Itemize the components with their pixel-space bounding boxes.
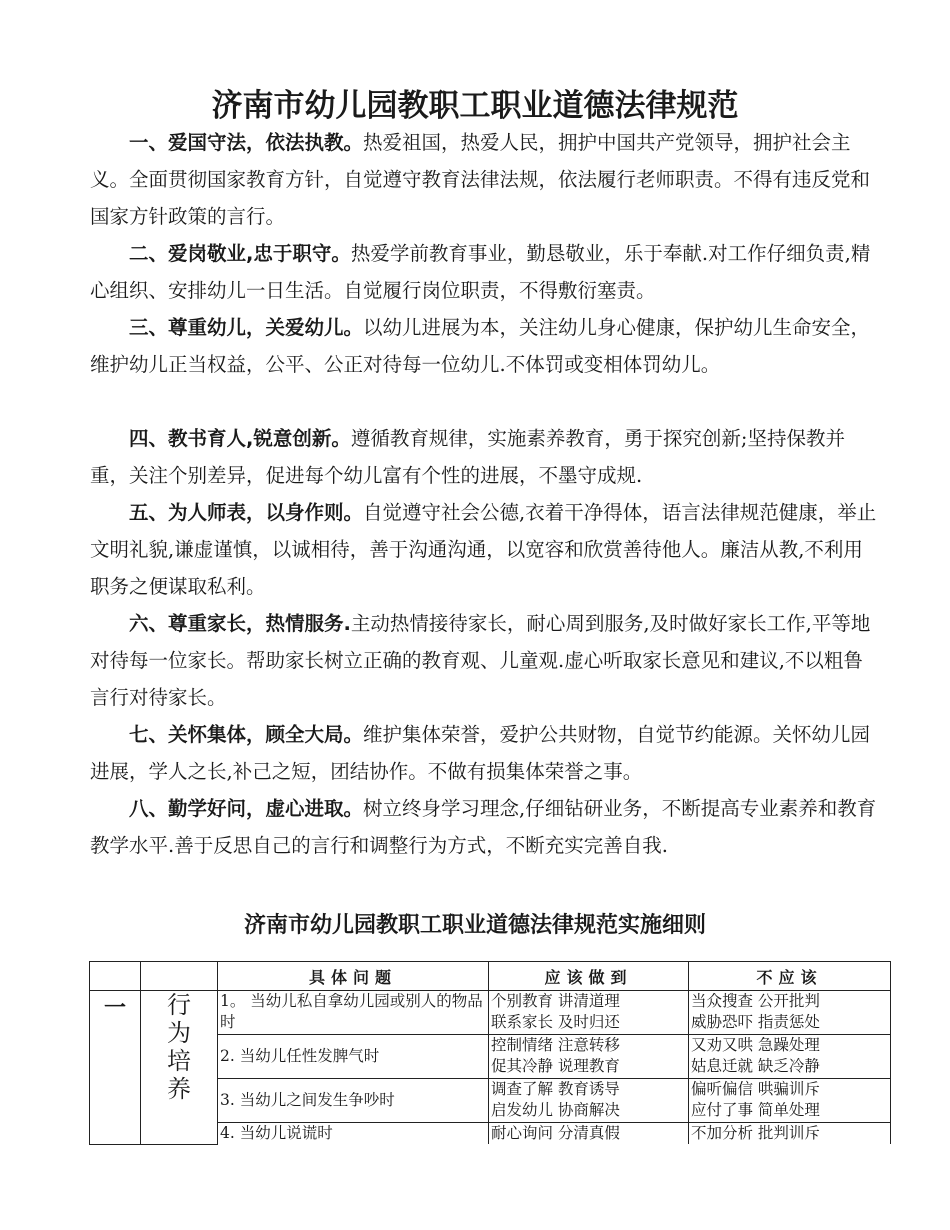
section-body: 主动热情接待家长，耐心周到服务,及时做好家长工作,平等地对待每一位家长。帮助家长树立正确的教育观、儿童观.虚心听取家长意见和建议,不以粗鲁言行对待家长。: [90, 612, 871, 709]
section-body: 热爱祖国，热爱人民，拥护中国共产党领导，拥护社会主义。全面贯彻国家教育方针，自觉遵守教育法律法规，依法履行老师职责。不得有违反党和国家方针政策的言行。: [90, 131, 871, 228]
should-not-cell: 又劝又哄 急躁处理 姑息迁就 缺乏冷静: [689, 1035, 891, 1079]
should-cell: 控制情绪 注意转移 促其冷静 说理教育: [489, 1035, 689, 1079]
question-cell: 4. 当幼儿说谎时: [218, 1123, 489, 1145]
section-8: [90, 790, 880, 864]
section-heading: 七、关怀集体，顾全大局。: [129, 723, 364, 746]
section-body: 树立终身学习理念,仔细钻研业务，不断提高专业素养和教育教学水平.善于反思自己的言行和调整行为方式，不断充实完善自我.: [90, 797, 877, 857]
section-7: [90, 716, 880, 790]
header-cell-number: [90, 962, 141, 991]
section-heading: 六、尊重家长，热情服务.: [129, 612, 351, 635]
section-1: [90, 124, 880, 235]
question-cell: 1。 当幼儿私自拿幼儿园或别人的物品时: [218, 991, 489, 1035]
section-body: 热爱学前教育事业，勤恳敬业，乐于奉献.对工作仔细负责,精心组织、安排幼儿一日生活。自觉履行岗位职责，不得敷衍塞责。: [90, 242, 871, 302]
code-sections: [90, 124, 880, 864]
implementation-detail-table: [89, 961, 891, 1145]
should-not-cell: 不加分析 批判训斥: [689, 1123, 891, 1145]
header-cell-question: 具体问题: [218, 962, 489, 991]
question-cell: 2. 当幼儿任性发脾气时: [218, 1035, 489, 1079]
section-heading: 四、教书育人,锐意创新。: [129, 427, 351, 450]
section-body: 维护集体荣誉，爱护公共财物，自觉节约能源。关怀幼儿园进展，学人之长,补己之短，团结协作。不做有损集体荣誉之事。: [90, 723, 871, 783]
should-not-cell: 偏听偏信 哄骗训斥 应付了事 简单处理: [689, 1079, 891, 1123]
section-body: 遵循教育规律，实施素养教育，勇于探究创新;坚持保教并重，关注个别差异，促进每个幼儿富有个性的进展，不墨守成规.: [90, 427, 845, 487]
header-cell-should: 应该做到: [489, 962, 689, 991]
should-cell: 个别教育 讲清道理 联系家长 及时归还: [489, 991, 689, 1035]
should-not-cell: 当众搜查 公开批判 威胁恐吓 指责惩处: [689, 991, 891, 1035]
section-3: [90, 309, 880, 383]
section-5: [90, 494, 880, 605]
table-row: [90, 991, 891, 1035]
section-body: 以幼儿进展为本，关注幼儿身心健康，保护幼儿生命安全，维护幼儿正当权益，公平、公正对待每一位幼儿.不体罚或变相体罚幼儿。: [90, 316, 871, 376]
group-category: 行为培养: [141, 991, 218, 1145]
should-cell: 耐心询问 分清真假: [489, 1123, 689, 1145]
group-number: 一: [90, 991, 141, 1145]
section-heading: 二、爱岗敬业,忠于职守。: [129, 242, 351, 265]
header-cell-should-not: 不应该: [689, 962, 891, 991]
section-body: 自觉遵守社会公德,衣着干净得体，语言法律规范健康，举止文明礼貌,谦虚谨慎，以诚相待，善于沟通沟通，以宽容和欣赏善待他人。廉洁从教,不利用职务之便谋取私利。: [90, 501, 877, 598]
section-heading: 五、为人师表，以身作则。: [129, 501, 364, 524]
section-4: [90, 420, 880, 494]
should-cell: 调查了解 教育诱导 启发幼儿 协商解决: [489, 1079, 689, 1123]
table-header-row: [90, 962, 891, 991]
section-2: [90, 235, 880, 309]
section-6: [90, 605, 880, 716]
section-heading: 一、爱国守法，依法执教。: [129, 131, 364, 154]
section-heading: 三、尊重幼儿，关爱幼儿。: [129, 316, 364, 339]
question-cell: 3. 当幼儿之间发生争吵时: [218, 1079, 489, 1123]
section-heading: 八、勤学好问，虚心进取。: [129, 797, 364, 820]
header-cell-category: [141, 962, 218, 991]
detail-table-title: 济南市幼儿园教职工职业道德法律规范实施细则: [243, 913, 706, 938]
document-title: 济南市幼儿园教职工职业道德法律规范: [211, 88, 739, 124]
